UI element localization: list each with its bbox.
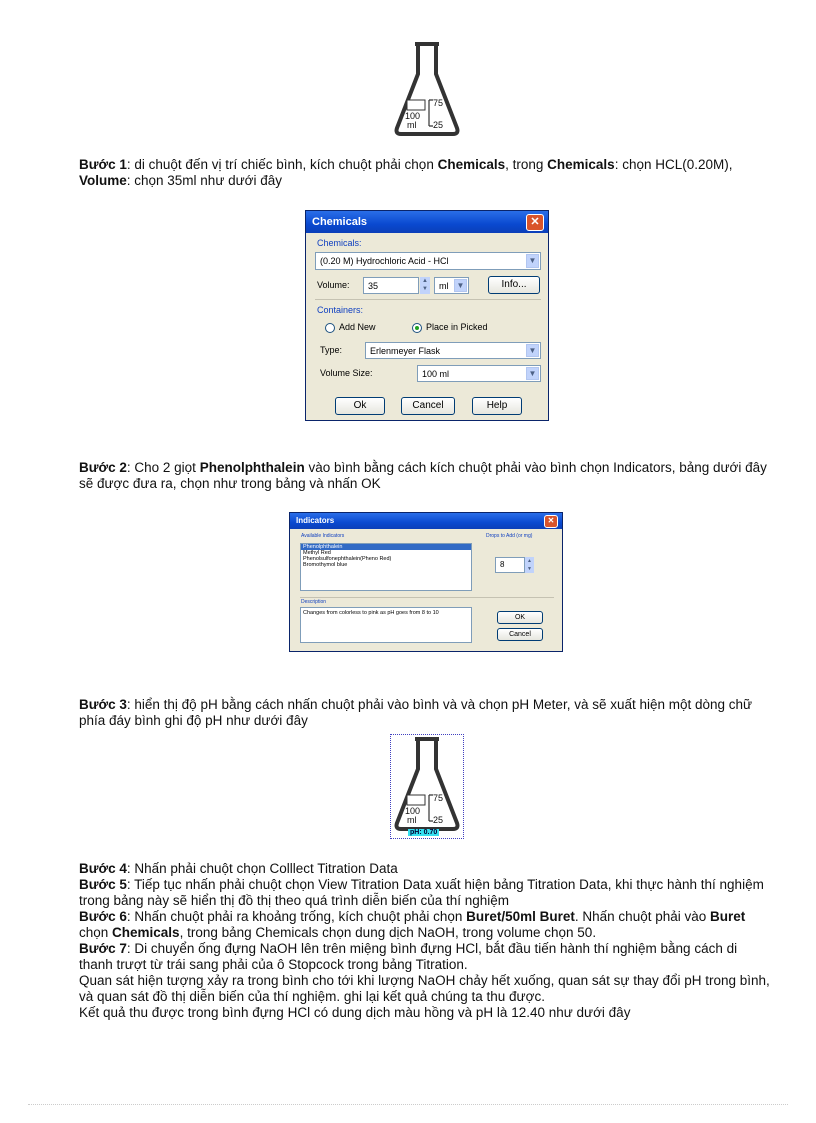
observe-paragraph: Quan sát hiện tượng xảy ra trong bình cho tới khi lượng NaOH chảy hết xuống, quan sát sự thay đổi pH trong bình, và quan sát đồ thị diễn biến của thí nghiệm. ghi lại kết quả chúng ta thu được. [79, 973, 770, 1004]
chemical-select[interactable]: (0.20 M) Hydrochloric Acid - HCl ▼ [315, 252, 541, 270]
flask-mark-25: 25 [433, 815, 444, 825]
add-new-label: Add New [339, 322, 376, 332]
cancel-button[interactable]: Cancel [497, 628, 543, 641]
chevron-down-icon[interactable]: ▼ [454, 279, 467, 292]
chevron-down-icon[interactable]: ▼ [526, 254, 539, 268]
divider [300, 597, 554, 598]
volume-size-label: Volume Size: [320, 368, 373, 378]
flask-label-ml: ml [407, 120, 417, 130]
erlenmeyer-flask-icon [391, 735, 463, 833]
divider [315, 299, 541, 300]
flask-with-ph-image [391, 735, 463, 838]
list-item[interactable]: Phenolsulfonephthalein(Pheno Red) [303, 556, 392, 562]
step-3-paragraph: Bước 3: hiển thị độ pH bằng cách nhấn chuột phải vào bình và và chọn pH Meter, và sẽ xuất hiện một dòng chữ phía đáy bình ghi độ pH như dưới đây [79, 697, 753, 728]
step-2-label: Bước 2 [79, 460, 127, 475]
info-button[interactable]: Info... [488, 276, 540, 294]
step-3-label: Bước 3 [79, 697, 127, 712]
description-label: Description [301, 599, 327, 605]
ph-readout: pH: 0.70 [410, 829, 438, 836]
step-5-paragraph: Bước 5: Tiếp tục nhấn phải chuột chọn View Titration Data xuất hiện bảng Titration Data, khi thực hành thí nghiệm trong bảng này sẽ hiển thị đồ thị theo quá trình diễn biến của thí nghiệm [79, 877, 764, 908]
volume-spinner-icon[interactable]: ▲ ▼ [420, 277, 430, 294]
drops-spinner-icon[interactable]: ▲ ▼ [525, 557, 534, 573]
available-indicators-label: Available Indicators [301, 533, 345, 539]
flask-mark-75: 75 [433, 793, 444, 803]
list-item[interactable]: Bromothymol blue [303, 562, 348, 568]
flask-label-100: 100 [405, 111, 421, 121]
type-select[interactable]: Erlenmeyer Flask ▼ [365, 342, 541, 359]
erlenmeyer-flask-icon [391, 40, 463, 138]
chevron-down-icon[interactable]: ▼ [526, 344, 539, 357]
step-2-paragraph: Bước 2: Cho 2 giọt Phenolphthalein vào bình bằng cách kích chuột phải vào bình chọn Indicators, bảng dưới đây sẽ được đưa ra, chọn như trong bảng và nhấn OK [79, 460, 767, 491]
footer-divider [28, 1104, 788, 1105]
volume-label: Volume: [317, 280, 350, 290]
add-new-radio[interactable] [325, 323, 335, 333]
step-1-label: Bước 1 [79, 157, 127, 172]
dialog-title-bar: Chemicals ✕ [306, 211, 548, 233]
flask-label-ml: ml [407, 815, 417, 825]
ok-button[interactable]: OK [497, 611, 543, 624]
step-7-paragraph: Bước 7: Di chuyển ống đựng NaOH lên trên miệng bình đựng HCl, bắt đầu tiến hành thí nghiệm bằng cách di thanh trượt từ trái sang phải của ô Stopcock trong bảng Titration. [79, 941, 738, 972]
cancel-button[interactable]: Cancel [401, 397, 455, 415]
type-label: Type: [320, 345, 343, 355]
step-6-paragraph: Bước 6: Nhấn chuột phải ra khoảng trống, kích chuột phải chọn Buret/50ml Buret. Nhấn chuột phải vào Buret chọn Chemicals, trong bảng Chemicals chọn dung dịch NaOH, trong volume chọn 50. [79, 909, 746, 940]
flask-label-100: 100 [405, 806, 421, 816]
steps-4-7-block [79, 861, 774, 1021]
volume-input[interactable]: 35 [363, 277, 419, 294]
chevron-down-icon[interactable]: ▼ [526, 367, 539, 380]
volume-size-select[interactable]: 100 ml ▼ [417, 365, 541, 382]
containers-group-label: Containers: [317, 305, 364, 315]
ok-button[interactable]: Ok [335, 397, 385, 415]
indicator-list[interactable] [300, 543, 472, 591]
unit-select[interactable]: ml ▼ [434, 277, 469, 294]
flask-image [391, 40, 463, 138]
list-item[interactable]: Methyl Red [303, 550, 331, 556]
description-box: Changes from colorless to pink as pH goes from 8 to 10 [300, 607, 472, 643]
step-4-paragraph: Bước 4: Nhấn phải chuột chọn Colllect Titration Data [79, 861, 398, 876]
help-button[interactable]: Help [472, 397, 522, 415]
flask-mark-75: 75 [433, 98, 444, 108]
indicators-dialog [289, 512, 563, 652]
list-item[interactable]: Phenolphthalein [301, 544, 471, 550]
place-in-picked-label: Place in Picked [426, 322, 488, 332]
step-1-paragraph: Bước 1: di chuột đến vị trí chiếc bình, kích chuột phải chọn Chemicals, trong Chemicals: chọn HCL(0.20M), Volume: chọn 35ml như dưới đây [79, 157, 733, 188]
drops-to-add-label: Drops to Add (or mg) [486, 533, 533, 539]
dialog-title-bar: Indicators ✕ [290, 513, 562, 529]
drops-input[interactable]: 8 [495, 557, 525, 573]
chemicals-dialog [305, 210, 549, 421]
close-icon[interactable]: ✕ [544, 515, 558, 528]
close-icon[interactable]: ✕ [526, 214, 544, 231]
result-paragraph: Kết quả thu được trong bình đựng HCl có dung dịch màu hồng và pH là 12.40 như dưới đây [79, 1005, 631, 1020]
chemicals-group-label: Chemicals: [317, 238, 362, 248]
flask-mark-25: 25 [433, 120, 444, 130]
place-in-picked-radio[interactable] [412, 323, 422, 333]
